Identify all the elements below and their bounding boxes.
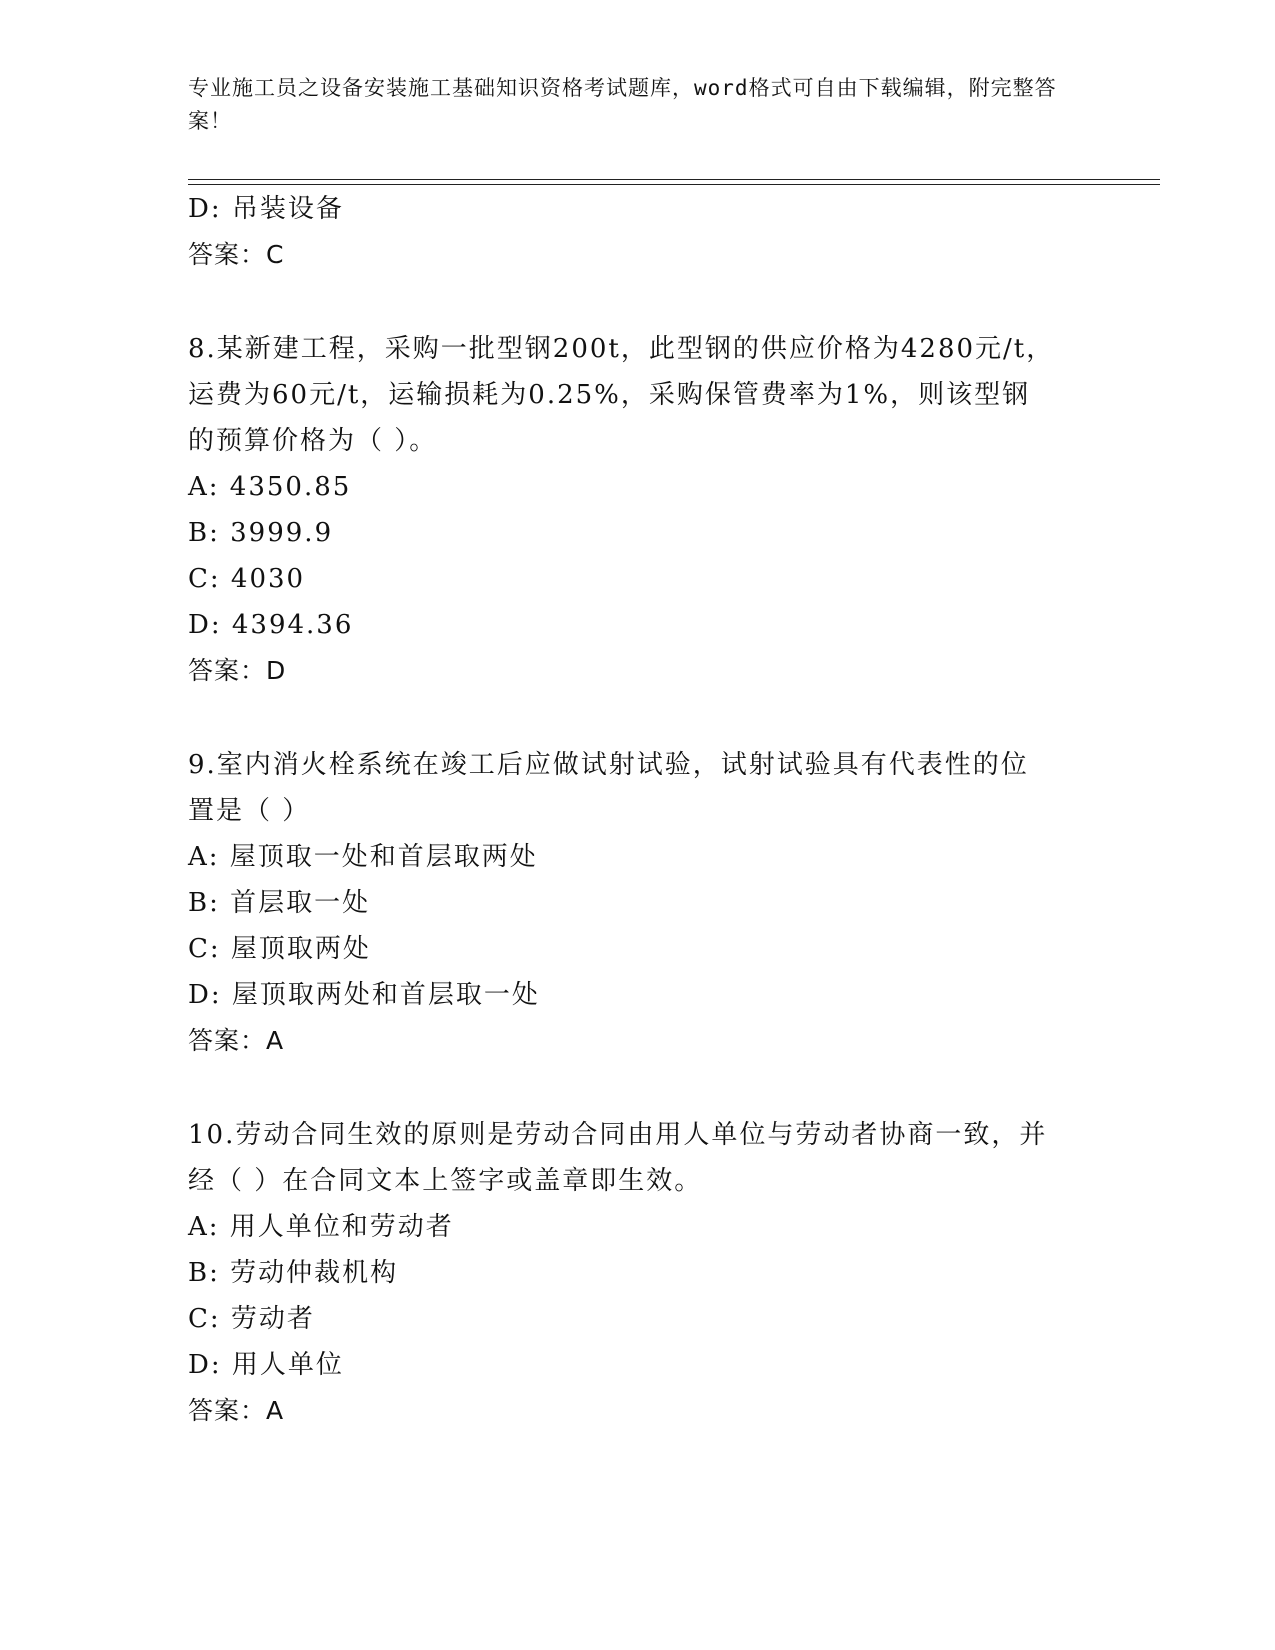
answer-label: 答案：C	[188, 240, 285, 269]
answer-label: 答案：D	[188, 656, 287, 685]
option-a: A: 用人单位和劳动者	[188, 1212, 454, 1242]
question-10	[188, 1112, 1088, 1434]
question-text-line: 运费为60元/t，运输损耗为0.25%，采购保管费率为1%，则该型钢	[188, 380, 1031, 410]
option-a: A: 屋顶取一处和首层取两处	[188, 842, 538, 872]
question-text	[188, 326, 1068, 464]
question-text-line: 经（ ）在合同文本上签字或盖章即生效。	[188, 1166, 703, 1196]
option-d: D: 屋顶取两处和首层取一处	[188, 980, 540, 1010]
option-c: C: 屋顶取两处	[188, 934, 371, 964]
question-text-line: 的预算价格为（ ）。	[188, 426, 438, 456]
question-text	[188, 742, 1068, 834]
question-text-line: 8.某新建工程，采购一批型钢200t，此型钢的供应价格为4280元/t，	[188, 334, 1055, 364]
question-8	[188, 326, 1088, 694]
option-b: B: 首层取一处	[188, 888, 371, 918]
answer-label: 答案：A	[188, 1396, 285, 1425]
option-d: D: 用人单位	[188, 1350, 344, 1380]
answer-label: 答案：A	[188, 1026, 285, 1055]
option-d: D: 吊装设备	[188, 194, 344, 224]
header-divider-top	[188, 179, 1160, 180]
option-b: B: 3999.9	[188, 518, 334, 548]
previous-question-tail	[188, 186, 1088, 278]
header-divider-bottom	[188, 184, 1160, 185]
question-text	[188, 1112, 1068, 1204]
option-a: A: 4350.85	[188, 472, 352, 502]
page-header: 专业施工员之设备安装施工基础知识资格考试题库，word格式可自由下载编辑，附完整答案！	[188, 76, 1057, 133]
exam-content	[188, 186, 1088, 1434]
option-c: C: 4030	[188, 564, 306, 594]
option-d: D: 4394.36	[188, 610, 354, 640]
question-text-line: 10.劳动合同生效的原则是劳动合同由用人单位与劳动者协商一致，并	[188, 1120, 1048, 1150]
option-b: B: 劳动仲裁机构	[188, 1258, 399, 1288]
option-c: C: 劳动者	[188, 1304, 315, 1334]
question-9	[188, 742, 1088, 1064]
question-text-line: 置是（ ）	[188, 796, 311, 826]
question-text-line: 9.室内消火栓系统在竣工后应做试射试验，试射试验具有代表性的位	[188, 750, 1029, 780]
